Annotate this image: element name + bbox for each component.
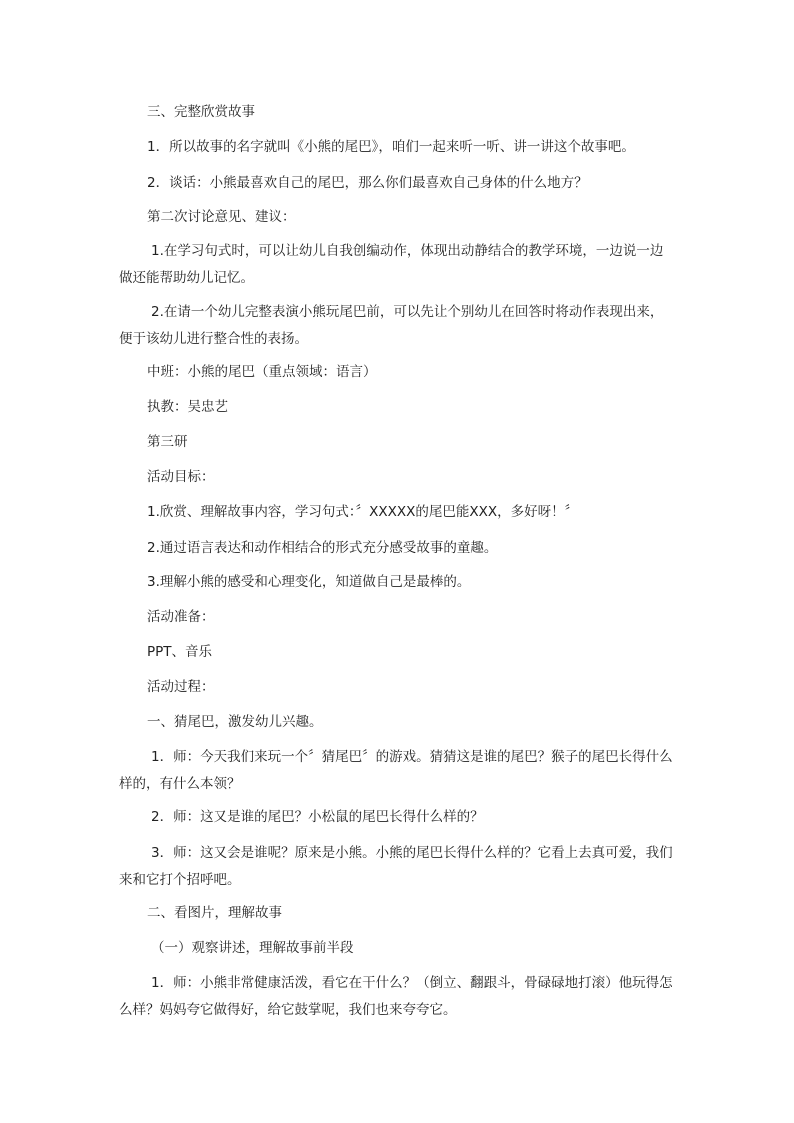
subheading-second-discussion: 第二次讨论意见、建议：	[147, 209, 296, 225]
class-title: 中班：小熊的尾巴（重点领域：语言）	[147, 364, 377, 380]
paragraph: 2.在请一个幼儿完整表演小熊玩尾巴前，可以先让个别幼儿在回答时将动作表现出来，便于该幼儿进行整合性的表扬。	[119, 304, 664, 347]
step-item: 1．师：小熊非常健康活泼，看它在干什么？（倒立、翻跟斗，骨碌碌地打滚）他玩得怎么样？妈妈夸它做得好，给它鼓掌呢，我们也来夸夸它。	[119, 975, 673, 1018]
step-heading: 二、看图片，理解故事	[147, 905, 282, 921]
section-heading-appreciate-story: 三、完整欣赏故事	[147, 104, 255, 120]
subheading-preparation: 活动准备：	[147, 609, 215, 625]
research-round: 第三研	[147, 434, 188, 450]
sub-step-heading: （一）观察讲述，理解故事前半段	[151, 940, 354, 956]
paragraph: 1．所以故事的名字就叫《小熊的尾巴》，咱们一起来听一听、讲一讲这个故事吧。	[147, 139, 635, 155]
goal-item: 3.理解小熊的感受和心理变化，知道做自己是最棒的。	[147, 574, 471, 590]
step-heading: 一、猜尾巴，激发幼儿兴趣。	[147, 714, 323, 730]
goal-item: 1.欣赏、理解故事内容，学习句式：〞XXXXX的尾巴能XXX，多好呀！〞	[147, 504, 579, 520]
paragraph: 1.在学习句式时，可以让幼儿自我创编动作，体现出动静结合的教学环境，一边说一边做还能帮助幼儿记忆。	[119, 243, 664, 286]
step-item: 3．师：这又会是谁呢？原来是小熊。小熊的尾巴长得什么样的？它看上去真可爱，我们来和它打个招呼吧。	[119, 845, 673, 888]
step-item: 1．师：今天我们来玩一个〞猜尾巴〞的游戏。猜猜这是谁的尾巴？猴子的尾巴长得什么样的，有什么本领？	[119, 749, 673, 792]
subheading-activity-goals: 活动目标：	[147, 469, 215, 485]
subheading-process: 活动过程：	[147, 679, 215, 695]
paragraph: 2．谈话：小熊最喜欢自己的尾巴，那么你们最喜欢自己身体的什么地方？	[147, 175, 588, 191]
teacher-line: 执教：吴忠艺	[147, 399, 228, 415]
preparation-item: PPT、音乐	[147, 644, 213, 660]
goal-item: 2.通过语言表达和动作相结合的形式充分感受故事的童趣。	[147, 540, 498, 556]
step-item: 2．师：这又是谁的尾巴？小松鼠的尾巴长得什么样的？	[151, 809, 484, 825]
